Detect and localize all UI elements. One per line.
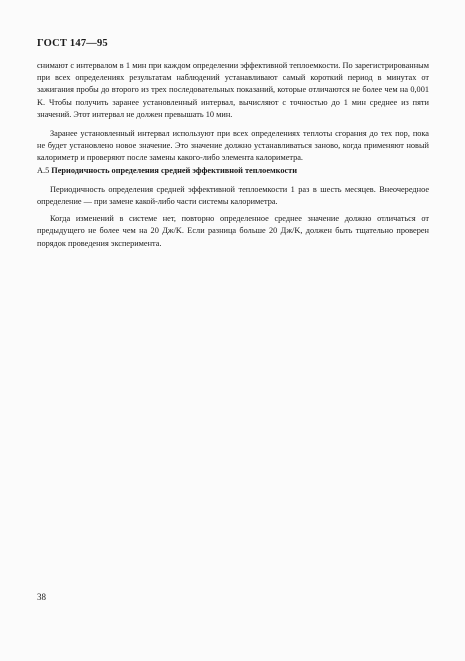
page-number: 38 xyxy=(37,592,46,602)
document-header: ГОСТ 147—95 xyxy=(37,38,108,49)
section-heading xyxy=(37,165,429,177)
section-paragraph-2: Когда изменений в системе нет, повторно определенное среднее значение должно отличаться от предыдущего не более чем на 20 Дж/K. Если разница больше 20 Дж/K, должен быть тщательно проверен порядок проведения эксперимента. xyxy=(37,214,429,248)
section-number: А.5 xyxy=(37,165,50,175)
paragraph-1: снимают с интервалом в 1 мин при каждом определении эффективной теплоемкости. По зарегистрированным при всех определениях результатам наблюдений устанавливают самый короткий период в минутах от зажигания пробы до второго из трех последовательных показаний, которые отличаются не более чем на 0,001 K. Чтобы получить заранее установленный интервал, вычисляют с точностью до 1 мин среднее из пяти значений. Этот интервал не должен превышать 10 мин. xyxy=(37,61,429,119)
section-paragraph-1: Периодичность определения средней эффективной теплоемкости 1 раз в шесть месяцев. Внеочередное определение — при замене какой-либо части системы калориметра. xyxy=(37,184,429,207)
document-body xyxy=(37,60,429,257)
paragraph-2: Заранее установленный интервал используют при всех определениях теплоты сгорания до тех пор, пока не будет установлено новое значение. Это значение должно устанавливаться заново, когда применяют новый калориметр и проверяют после замены какого-либо элемента калориметра. xyxy=(37,129,429,163)
section-title: Периодичность определения средней эффективной теплоемкости xyxy=(51,165,298,175)
